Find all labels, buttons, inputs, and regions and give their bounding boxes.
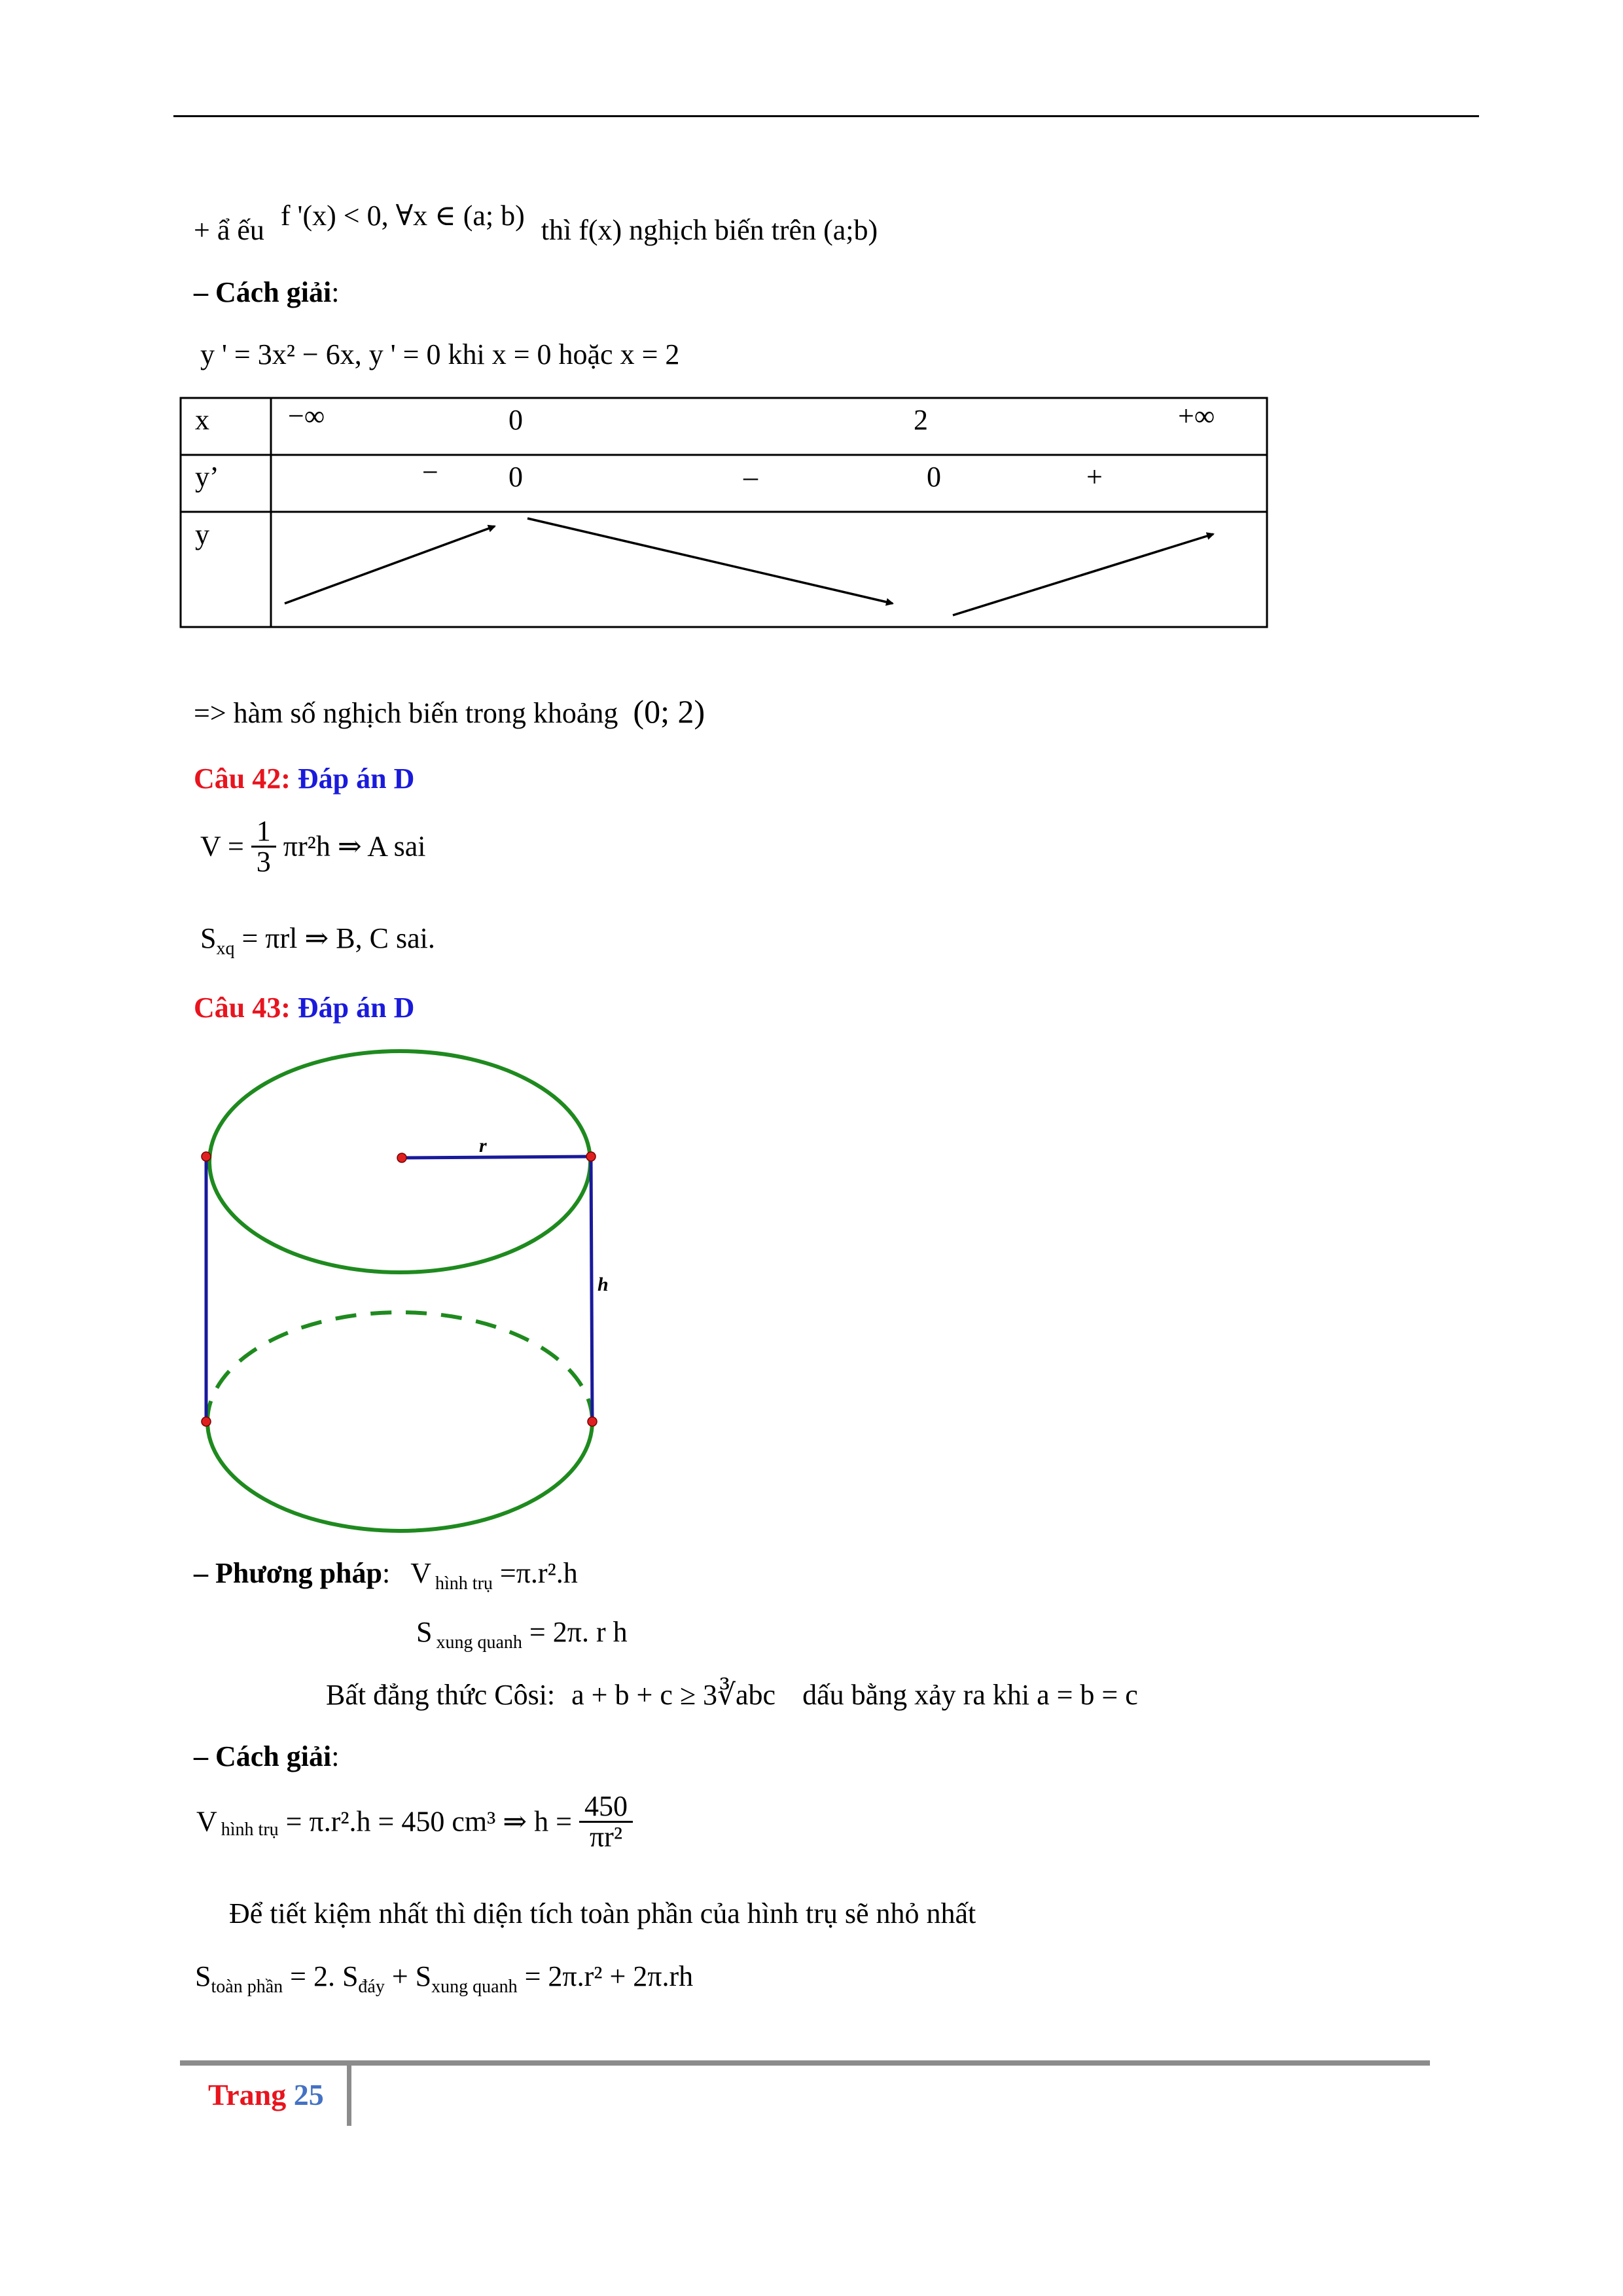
one-third-fraction [251,817,276,876]
table-row-label-yprime: y’ [195,461,219,493]
pp-v-rhs: =π.r².h [499,1557,578,1589]
conclusion-text: => hàm số nghịch biến trong khoảng [194,697,618,729]
increasing-arrow-2 [953,534,1213,615]
page-number: 25 [293,2078,324,2111]
x-value-neg-inf: −∞ [288,400,325,432]
h-fraction [579,1792,633,1852]
top-left-point [202,1152,211,1161]
yprime-zero-2: 0 [927,461,941,493]
stp-main: S [195,1960,211,1992]
radius-segment [402,1157,591,1158]
conclusion-line [194,695,705,728]
question-43-heading [194,994,414,1022]
volume-rhs: πr²h ⇒ A sai [283,830,426,863]
yprime-sign-2: – [743,461,758,493]
solution-heading-1-colon: : [331,276,340,308]
cylinder-figure [183,1041,628,1545]
solution-heading-1-text: – Cách giải [194,276,332,308]
fraction-denominator: 3 [256,846,271,878]
pp-s-rhs: = 2π. r h [529,1616,628,1648]
solution-heading-2-text: – Cách giải [194,1740,332,1772]
height-label: h [597,1274,609,1295]
stp-plus: + S [391,1960,432,1992]
vol-main: V [196,1805,217,1838]
page-word: Trang [208,2078,287,2111]
footer-rule [180,2060,1430,2066]
volume-equation-line [196,1792,633,1852]
table-row-label-y: y [195,518,209,550]
bottom-left-point [202,1417,211,1426]
increasing-arrow-1 [285,526,495,603]
top-right-point [586,1152,596,1161]
cone-volume-formula [200,817,426,876]
rule-condition: f '(x) < 0, ∀x ∈ (a; b) [280,200,525,232]
yprime-zero-1: 0 [508,461,523,493]
footer-separator [347,2066,351,2126]
right-generatrix-h [591,1157,592,1422]
s-rhs: = πrl ⇒ B, C sai. [241,922,435,954]
s-sub-xq: xq [216,939,235,959]
solution-heading-2 [194,1742,339,1771]
h-fraction-denominator: πr² [589,1821,623,1853]
cosi-label: Bất đẳng thức Côsi: [326,1679,556,1711]
center-point [397,1153,406,1162]
yprime-sign-1: − [422,456,438,488]
x-value-0: 0 [508,404,523,436]
variation-table [0,0,1623,655]
question-42-label: Câu 42: [194,762,291,795]
total-area-formula [195,1962,693,1996]
rule-suffix: thì f(x) nghịch biến trên (a;b) [541,214,878,246]
stp-mid: = 2. S [290,1960,359,1992]
stp-sub-day: đáy [358,1977,385,1997]
x-value-pos-inf: +∞ [1178,400,1215,432]
solution-heading-2-colon: : [331,1740,340,1772]
bottom-right-point [588,1417,597,1426]
fraction-numerator: 1 [251,817,276,848]
question-42-heading [194,764,414,793]
bottom-back-arc [207,1312,592,1422]
method-lateral-area [416,1618,628,1652]
rule-prefix: + ẩ ếu [194,214,264,246]
h-fraction-numerator: 450 [579,1792,633,1823]
lateral-area-formula [200,924,435,958]
question-42-answer: Đáp án D [297,762,415,795]
vol-sub: hình trụ [221,1819,279,1840]
bottom-front-arc [207,1422,592,1531]
volume-lhs: V = [200,830,244,863]
stp-rhs: = 2π.r² + 2π.rh [524,1960,694,1992]
minimize-statement: Để tiết kiệm nhất thì diện tích toàn phần của hình trụ sẽ nhỏ nhất [229,1897,976,1929]
x-value-2: 2 [914,404,928,436]
pp-s-sub: xung quanh [436,1632,522,1653]
yprime-sign-3: + [1086,461,1103,493]
stp-sub-xung-quanh: xung quanh [431,1977,518,1997]
method-heading: – Phương pháp [194,1557,382,1589]
pp-s-main: S [416,1616,433,1648]
s-main: S [200,922,217,954]
radius-label: r [479,1135,487,1157]
question-43-label: Câu 43: [194,992,291,1024]
stp-sub-toan-phan: toàn phần [211,1977,283,1997]
pp-v-main: V [410,1557,432,1589]
vol-rhs: = π.r².h = 450 cm³ ⇒ h = [285,1805,572,1838]
question-43-answer: Đáp án D [297,992,415,1024]
cosi-equality: dấu bằng xảy ra khi a = b = c [802,1679,1138,1711]
method-line [194,1559,578,1593]
page-footer [208,2077,324,2112]
conclusion-interval: (0; 2) [633,693,705,730]
cosi-expr: a + b + c ≥ 3∛abc [571,1679,776,1711]
derivative-line: y ' = 3x² − 6x, y ' = 0 khi x = 0 hoặc x = 2 [200,338,680,370]
decreasing-arrow [527,518,893,603]
method-colon: : [382,1557,391,1589]
table-row-label-x: x [195,404,209,436]
pp-v-sub: hình trụ [435,1573,493,1594]
cauchy-inequality-line [326,1681,1138,1710]
